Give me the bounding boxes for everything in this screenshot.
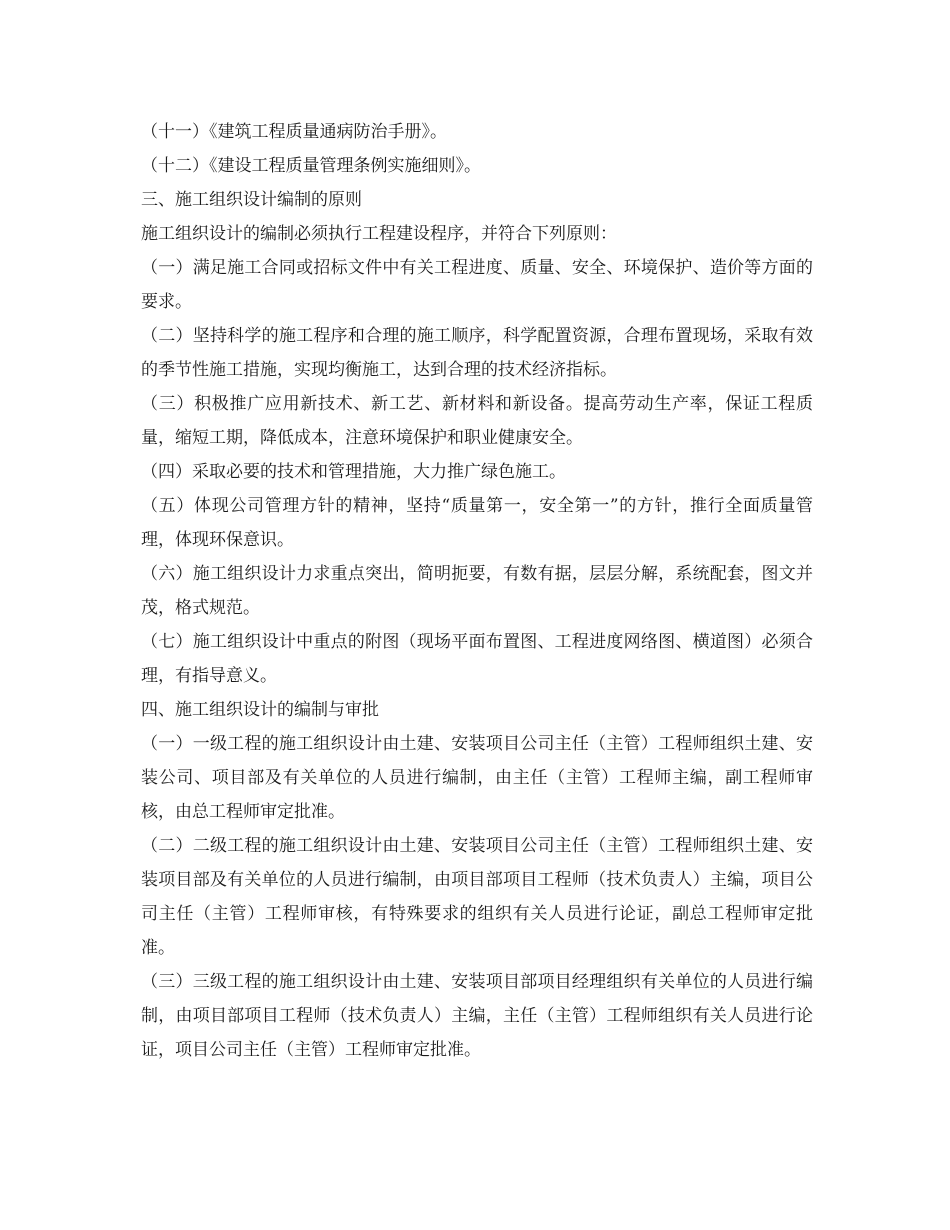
section-heading-approval: 四、施工组织设计的编制与审批 bbox=[141, 700, 379, 720]
paragraph-approval-1: （一）一级工程的施工组织设计由土建、安装项目公司主任（主管）工程师组织土建、安装公司、项目部及有关单位的人员进行编制，由主任（主管）工程师主编，副工程师审核，由总工程师审定批准。 bbox=[141, 734, 813, 822]
paragraph-approval-3: （三）三级工程的施工组织设计由土建、安装项目部项目经理组织有关单位的人员进行编制，由项目部项目工程师（技术负责人）主编，主任（主管）工程师组织有关人员进行论证，项目公司主任（主管）工程师审定批准。 bbox=[141, 972, 813, 1060]
paragraph-reference-12: （十二）《建设工程质量管理条例实施细则》。 bbox=[141, 156, 481, 176]
paragraph-principle-7: （七）施工组织设计中重点的附图（现场平面布置图、工程进度网络图、横道图）必须合理，有指导意义。 bbox=[141, 632, 813, 686]
paragraph-approval-2: （二）二级工程的施工组织设计由土建、安装项目公司主任（主管）工程师组织土建、安装项目部及有关单位的人员进行编制，由项目部项目工程师（技术负责人）主编，项目公司主任（主管）工程师审核，有特殊要求的组织有关人员进行论证，副总工程师审定批准。 bbox=[141, 836, 813, 958]
paragraph-principle-2: （二）坚持科学的施工程序和合理的施工顺序，科学配置资源，合理布置现场，采取有效的季节性施工措施，实现均衡施工，达到合理的技术经济指标。 bbox=[141, 326, 813, 380]
paragraph-principle-1: （一）满足施工合同或招标文件中有关工程进度、质量、安全、环境保护、造价等方面的要求。 bbox=[141, 258, 813, 312]
section-heading-principles: 三、施工组织设计编制的原则 bbox=[141, 190, 362, 210]
paragraph-principle-4: （四）采取必要的技术和管理措施，大力推广绿色施工。 bbox=[141, 462, 566, 482]
paragraph-reference-11: （十一）《建筑工程质量通病防治手册》。 bbox=[141, 122, 447, 142]
paragraph-principle-3: （三）积极推广应用新技术、新工艺、新材料和新设备。提高劳动生产率，保证工程质量，缩短工期，降低成本，注意环境保护和职业健康安全。 bbox=[141, 394, 813, 448]
paragraph-principles-intro: 施工组织设计的编制必须执行工程建设程序，并符合下列原则： bbox=[141, 224, 617, 244]
document-body bbox=[141, 115, 813, 1067]
paragraph-principle-6: （六）施工组织设计力求重点突出，简明扼要，有数有据，层层分解，系统配套，图文并茂，格式规范。 bbox=[141, 564, 813, 618]
paragraph-principle-5: （五）体现公司管理方针的精神，坚持“质量第一，安全第一”的方针，推行全面质量管理，体现环保意识。 bbox=[141, 496, 813, 550]
